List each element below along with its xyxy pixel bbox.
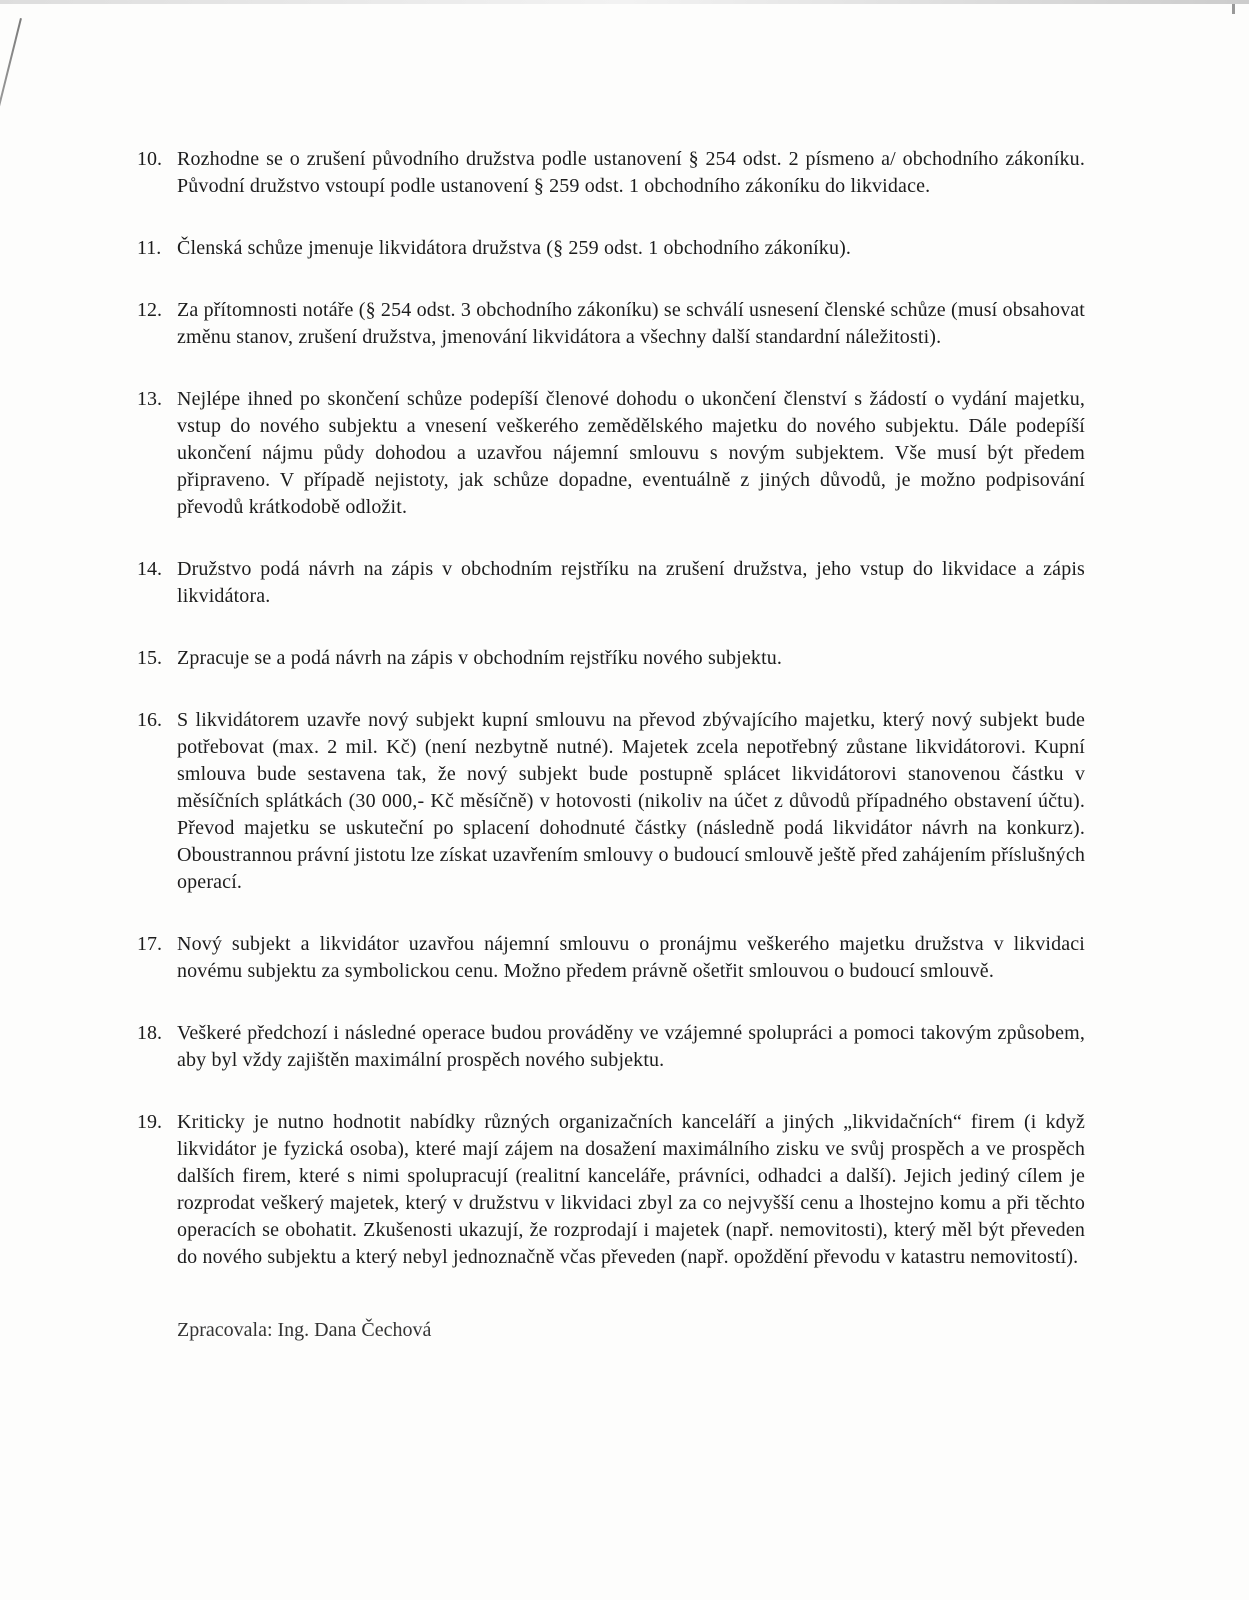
list-item-15 xyxy=(137,645,1085,672)
list-item-16 xyxy=(137,707,1085,896)
item-text: Kriticky je nutno hodnotit nabídky různých organizačních kanceláří a jiných „likvidačních“ firem (i když likvidátor je fyzická osoba), které mají zájem na dosažení maximálního zisku ve svůj prospěch a ve prospěch dalších firem, které s nimi spolupracují (realitní kanceláře, právníci, odhadci a další). Jejich jediný cílem je rozprodat veškerý majetek, který v družstvu v likvidaci zbyl za co nejvyšší cenu a lhostejno komu a při těchto operacích se obohatit. Zkušenosti ukazují, že rozprodají i majetek (např. nemovitosti), který měl být převeden do nového subjektu a který nebyl jednoznačně včas převeden (např. opoždění převodu v katastru nemovitostí). xyxy=(177,1111,1085,1268)
scan-top-edge xyxy=(0,0,1249,4)
item-number: 19. xyxy=(137,1111,162,1133)
item-text: Nový subjekt a likvidátor uzavřou nájemní smlouvu o pronájmu veškerého majetku družstva v likvidaci novému subjektu za symbolickou cenu. Možno předem právně ošetřit smlouvou o budoucí smlouvě. xyxy=(177,933,1085,982)
item-text: Rozhodne se o zrušení původního družstva podle ustanovení § 254 odst. 2 písmeno a/ obchodního zákoníku. Původní družstvo vstoupí podle ustanovení § 259 odst. 1 obchodního zákoníku do likvidace. xyxy=(177,148,1085,197)
list-item-18 xyxy=(137,1020,1085,1074)
list-item-14 xyxy=(137,556,1085,610)
scan-artifact-line xyxy=(0,18,22,154)
item-text: Za přítomnosti notáře (§ 254 odst. 3 obchodního zákoníku) se schválí usnesení členské schůze (musí obsahovat změnu stanov, zrušení družstva, jmenování likvidátora a všechny další standardní náležitosti). xyxy=(177,299,1085,348)
list-item-10 xyxy=(137,146,1085,200)
item-text: Členská schůze jmenuje likvidátora družstva (§ 259 odst. 1 obchodního zákoníku). xyxy=(177,237,852,259)
list-item-17 xyxy=(137,931,1085,985)
item-number: 17. xyxy=(137,933,162,955)
item-number: 14. xyxy=(137,558,162,580)
scan-artifact-mark xyxy=(1232,4,1235,14)
list-item-12 xyxy=(137,297,1085,351)
item-text: Nejlépe ihned po skončení schůze podepíší členové dohodu o ukončení členství s žádostí o vydání majetku, vstup do nového subjektu a vnesení veškerého zemědělského majetku do nového subjektu. Dále podepíší ukončení nájmu půdy dohodou a uzavřou nájemní smlouvu s novým subjektem. Vše musí být předem připraveno. V případě nejistoty, jak schůze dopadne, eventuálně z jiných důvodů, je možno podpisování převodů krátkodobě odložit. xyxy=(177,388,1085,518)
list-item-11 xyxy=(137,235,1085,262)
list-item-13 xyxy=(137,386,1085,521)
document-body xyxy=(137,146,1085,1344)
item-text: Družstvo podá návrh na zápis v obchodním rejstříku na zrušení družstva, jeho vstup do likvidace a zápis likvidátora. xyxy=(177,558,1085,607)
item-number: 15. xyxy=(137,647,162,669)
item-text: Zpracuje se a podá návrh na zápis v obchodním rejstříku nového subjektu. xyxy=(177,647,783,669)
author-signature-line: Zpracovala: Ing. Dana Čechová xyxy=(177,1319,432,1341)
item-number: 13. xyxy=(137,388,162,410)
item-number: 12. xyxy=(137,299,162,321)
item-text: S likvidátorem uzavře nový subjekt kupní smlouvu na převod zbývajícího majetku, který nový subjekt bude potřebovat (max. 2 mil. Kč) (není nezbytně nutné). Majetek zcela nepotřebný zůstane likvidátorovi. Kupní smlouva bude sestavena tak, že nový subjekt bude postupně splácet likvidátorovi stanovenou částku v měsíčních splátkách (30 000,- Kč měsíčně) v hotovosti (nikoliv na účet z důvodů případného obstavení účtu). Převod majetku se uskuteční po splacení dohodnuté částky (následně podá likvidátor návrh na konkurz). Oboustrannou právní jistotu lze získat uzavřením smlouvy o budoucí smlouvě ještě před zahájením příslušných operací. xyxy=(177,709,1085,893)
item-number: 11. xyxy=(137,237,162,259)
item-text: Veškeré předchozí i následné operace budou prováděny ve vzájemné spolupráci a pomoci takovým způsobem, aby byl vždy zajištěn maximální prospěch nového subjektu. xyxy=(177,1022,1085,1071)
item-number: 10. xyxy=(137,148,162,170)
list-item-19 xyxy=(137,1109,1085,1271)
item-number: 16. xyxy=(137,709,162,731)
item-number: 18. xyxy=(137,1022,162,1044)
